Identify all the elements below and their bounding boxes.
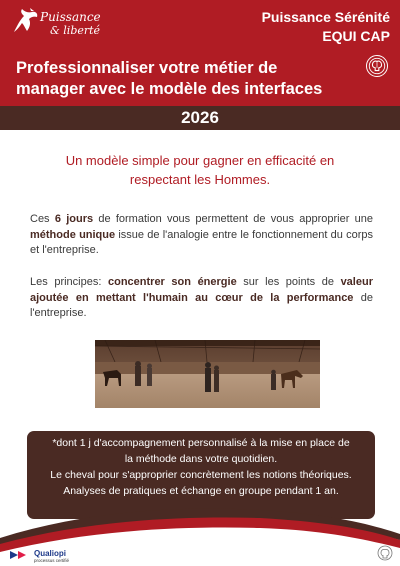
p2-text2: sur les points de	[236, 276, 341, 288]
note-line4: Analyses de pratiques et échange en groupe pendant 1 an.	[63, 485, 339, 497]
p1-text3: issue de l'analogie entre le fonctionnement du corps et l'entreprise.	[30, 228, 373, 256]
p2-text1: Les principes:	[30, 276, 108, 288]
title-line2: manager avec le modèle des interfaces	[16, 80, 323, 98]
puissance-liberte-logo	[4, 2, 114, 42]
p2-text3: de l'entreprise.	[30, 291, 373, 319]
p2-bold2: valeur ajoutée en mettant l'humain au cœur de la performance	[30, 276, 373, 304]
note-line1: *dont 1 j d'accompagnement personnalisé à la mise en place de	[52, 437, 350, 449]
brain-badge-icon	[366, 55, 388, 77]
p2-bold1: concentrer son énergie	[107, 276, 237, 288]
subtitle	[30, 151, 370, 189]
p1-bold1: 6 jours	[54, 213, 94, 225]
footer-brain-icon	[376, 544, 394, 564]
note-line2: la méthode dans votre quotidien.	[124, 453, 278, 465]
paragraph-training	[30, 212, 373, 259]
p1-bold2: méthode unique	[30, 228, 116, 241]
page-title	[16, 58, 356, 100]
logo-text-line1: Puissance	[40, 10, 101, 24]
p1-text2: de formation vous permettent de vous approprier une	[93, 213, 373, 225]
p1-text1: Ces	[30, 213, 55, 225]
horse-logo-icon	[10, 6, 42, 36]
arena-photo	[95, 340, 320, 408]
note-line3: Le cheval pour s'approprier concrètement les notions théoriques.	[50, 469, 352, 481]
brand-name: Puissance Sérénité	[261, 9, 390, 25]
paragraph-principles	[30, 275, 373, 322]
qualiopi-sublabel: processus certifié	[34, 558, 70, 563]
qualiopi-label: Qualiopi	[34, 549, 66, 558]
title-line1: Professionnaliser votre métier de	[16, 59, 278, 77]
subtitle-line2: respectant les Hommes.	[129, 172, 271, 187]
brand-subname: EQUI CAP	[322, 28, 390, 44]
year-label: 2026	[181, 108, 219, 127]
logo-text-line2: & liberté	[50, 24, 101, 37]
subtitle-line1: Un modèle simple pour gagner en efficacité en	[65, 153, 335, 168]
